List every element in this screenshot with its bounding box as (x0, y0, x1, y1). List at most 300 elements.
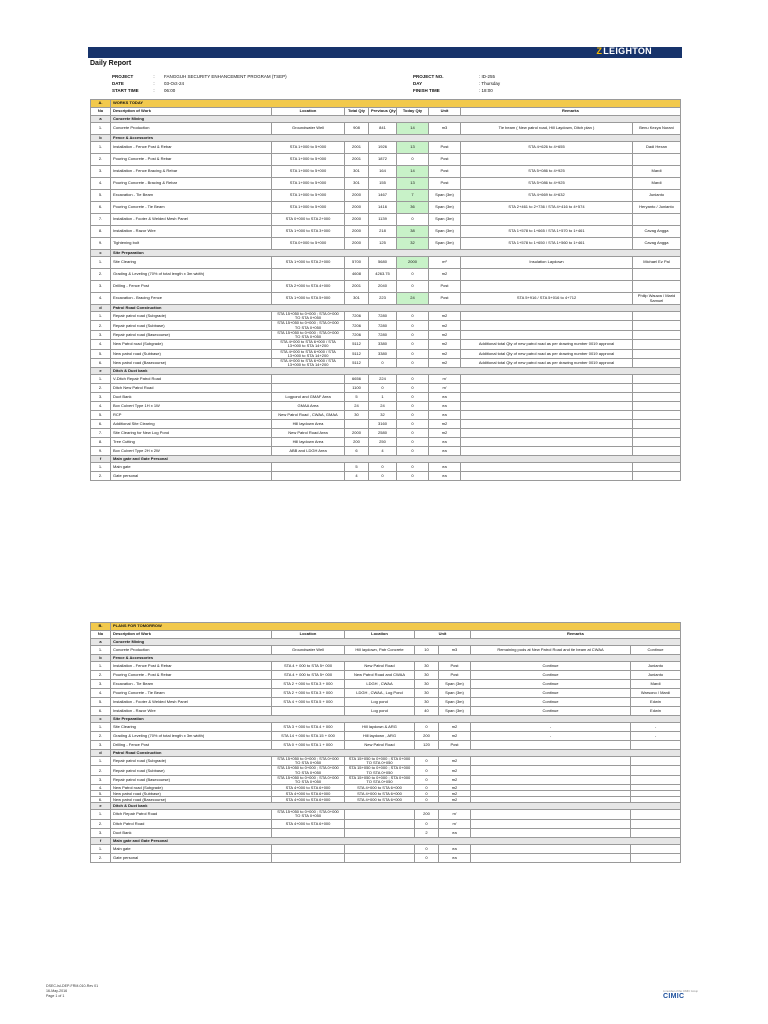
row-description: Drilling - Fence Post (111, 741, 272, 750)
row-previous-qty: 1 (369, 393, 397, 402)
table-row (91, 340, 681, 349)
row-today-qty: 24 (397, 293, 429, 305)
table-row (91, 766, 681, 775)
row-location: ABB and LDGH Area (272, 447, 345, 456)
row-previous-qty: 0 (369, 463, 397, 472)
row-number: 6. (91, 707, 111, 716)
row-person (633, 154, 681, 166)
row-unit: ea (429, 393, 461, 402)
row-remarks (461, 154, 633, 166)
row-remarks (471, 766, 631, 775)
row-previous-qty: 164 (369, 166, 397, 178)
row-previous-qty: 0 (369, 359, 397, 368)
row-description: Drilling - Fence Post (111, 281, 272, 293)
col-unit: Unit (415, 631, 471, 639)
row-number: 9. (91, 447, 111, 456)
table-row (91, 349, 681, 358)
section-title: WORKS TODAY (111, 100, 681, 108)
category-row (91, 750, 681, 757)
row-today-qty: 13 (397, 142, 429, 154)
row-qty: 30 (415, 698, 439, 707)
row-remarks: - (471, 723, 631, 732)
row-qty: 200 (415, 732, 439, 741)
row-unit: Span (3m) (429, 226, 461, 238)
row-today-qty: 0 (397, 340, 429, 349)
row-person: Michael Ez Pal (633, 257, 681, 269)
row-unit: m2 (429, 429, 461, 438)
leighton-logo: ZLEIGHTON (596, 46, 652, 56)
row-unit: m2 (439, 732, 471, 741)
row-total-qty: 5112 (345, 359, 369, 368)
row-description: Tightening bolt (111, 238, 272, 250)
table-row (91, 741, 681, 750)
row-location (272, 463, 345, 472)
row-location: Hill laydown Area (272, 420, 345, 429)
row-person (633, 269, 681, 281)
row-description: Box Culvert Type 1H x 1W (111, 402, 272, 411)
row-qty: 0 (415, 766, 439, 775)
row-remarks: Additional total Qty of new patrol road as per drawing number 0019 approval (461, 340, 633, 349)
row-person (633, 214, 681, 226)
row-remarks (461, 463, 633, 472)
row-location: Hill laydown Area (272, 438, 345, 447)
table-row (91, 680, 681, 689)
table-row (91, 269, 681, 281)
header-left: PROJECT : FANGGUH SECURITY ENHANCEMENT PROGRAM (TSEP) DATE : 03-Oct-24 START TIME : 06:00 (112, 74, 287, 93)
row-unit: Post (429, 142, 461, 154)
row-number: 3. (91, 330, 111, 339)
row-unit: m3 (439, 646, 471, 655)
row-person: Junianto (631, 662, 681, 671)
row-location: STA 1+000 to STA 2+000 (272, 257, 345, 269)
row-unit: ea (439, 853, 471, 862)
row-description: Excavation - Tie Beam (111, 190, 272, 202)
row-person: Mardi (633, 166, 681, 178)
row-number: 2. (91, 766, 111, 775)
row-description: Grading & Leveling (70% of total length x 3m width) (111, 732, 272, 741)
row-number: 4. (91, 178, 111, 190)
row-unit: m' (429, 375, 461, 384)
row-location: STA 1+000 to STA 3+000 (272, 226, 345, 238)
row-description: Main gate (111, 844, 272, 853)
row-qty: 200 (415, 810, 439, 819)
row-qty: 30 (415, 671, 439, 680)
row-location: STA 15+050 to 0+000 ; STA 0+000 TO STA 0+050 (272, 775, 345, 784)
row-person (633, 402, 681, 411)
row-person: Dadi Hexan (633, 142, 681, 154)
row-location: STA 15+050 to 0+000 ; STA 0+000 TO STA 0+050 (272, 757, 345, 766)
row-remarks: STA 4+669 to 4+632 (461, 190, 633, 202)
row-location-2: New Patrol Road (345, 662, 415, 671)
table-row (91, 312, 681, 321)
row-number: 6. (91, 420, 111, 429)
category-name: Concrete Mixing (111, 116, 681, 123)
row-today-qty: 0 (397, 393, 429, 402)
category-row (91, 837, 681, 844)
row-today-qty: 0 (397, 402, 429, 411)
row-description: New patrol road (Basecourse) (111, 359, 272, 368)
row-number: 6. (91, 359, 111, 368)
row-remarks (471, 810, 631, 819)
row-person: Cavag Angga (633, 238, 681, 250)
category-letter: f (91, 837, 111, 844)
row-location (272, 707, 345, 716)
row-previous-qty: 0 (369, 472, 397, 481)
row-previous-qty: 1872 (369, 154, 397, 166)
row-location-2: New Patrol Road (345, 741, 415, 750)
row-description: Installation - Footer & Welded Mesh Panel (111, 698, 272, 707)
section-header (91, 623, 681, 631)
row-location-2: Hill laydown & ARG (345, 723, 415, 732)
row-location-2: Hill laydown , ARG (345, 732, 415, 741)
col-location-2: Location (345, 631, 415, 639)
row-description: Gate personal (111, 853, 272, 862)
category-letter: b (91, 135, 111, 142)
row-unit: m2 (429, 340, 461, 349)
category-row (91, 803, 681, 810)
col-remarks: Remarks (461, 108, 681, 116)
category-row (91, 305, 681, 312)
row-person: Mardi (631, 680, 681, 689)
row-previous-qty: 24 (369, 402, 397, 411)
row-unit: Post (429, 166, 461, 178)
category-name: Main gate and Gate Personal (111, 456, 681, 463)
row-person: Mardi (633, 178, 681, 190)
row-previous-qty: 4263.75 (369, 269, 397, 281)
row-description: New patrol road (Subbase) (111, 791, 272, 797)
row-person (631, 810, 681, 819)
row-location: STA 4+000 to STA 6+000 (272, 797, 345, 803)
row-description: Site Clearing (111, 257, 272, 269)
table-row (91, 828, 681, 837)
row-description: Repair patrol road (Subbase) (111, 766, 272, 775)
table-row (91, 420, 681, 429)
row-location: STA 3 + 000 to STA 4 + 000 (272, 723, 345, 732)
row-today-qty: 0 (397, 349, 429, 358)
row-unit: m' (439, 819, 471, 828)
row-remarks (471, 775, 631, 784)
table-row (91, 438, 681, 447)
row-unit: m2 (439, 766, 471, 775)
table-row (91, 662, 681, 671)
row-remarks (461, 330, 633, 339)
row-location: STA 14 + 000 to STA 15 + 000 (272, 732, 345, 741)
row-remarks: STA 5+916 / STA 5+016 to 4+712 (461, 293, 633, 305)
row-qty: 30 (415, 689, 439, 698)
category-row (91, 655, 681, 662)
row-unit: Span (3m) (429, 214, 461, 226)
row-qty: 30 (415, 662, 439, 671)
row-today-qty: 0 (397, 321, 429, 330)
row-unit: Span (3m) (439, 680, 471, 689)
table-row (91, 202, 681, 214)
row-location-2: STA 4+000 to STA 6+000 (345, 785, 415, 791)
row-remarks: - (471, 732, 631, 741)
row-person (633, 463, 681, 472)
row-total-qty: 5112 (345, 349, 369, 358)
row-remarks: Additional total Qty of new patrol road as per drawing number 0019 approval (461, 359, 633, 368)
row-person (633, 281, 681, 293)
row-location: STA 2 + 000 to STA 3 + 000 (272, 689, 345, 698)
row-location-2 (345, 819, 415, 828)
category-name: Patrol Road Construction (111, 305, 681, 312)
section-title: PLANS FOR TOMORROW (111, 623, 681, 631)
row-remarks (461, 269, 633, 281)
table-row (91, 190, 681, 202)
category-name: Site Preparation (111, 250, 681, 257)
row-description: Excavation - Bracing Fence (111, 293, 272, 305)
category-row (91, 135, 681, 142)
page-title: Daily Report (90, 60, 132, 67)
row-location (272, 844, 345, 853)
row-location: STA 15+050 to 0+000 ; STA 0+000 TO STA 0+050 (272, 330, 345, 339)
row-location: STA 4 + 000 to STA 5+ 000 (272, 671, 345, 680)
row-unit: m2 (439, 797, 471, 803)
col-description: Description of Work (111, 108, 272, 116)
row-remarks (471, 757, 631, 766)
row-location-2: LDGH , CWAA , Log Pond (345, 689, 415, 698)
works-today-table (90, 99, 681, 481)
row-person (631, 757, 681, 766)
row-unit: m2 (429, 330, 461, 339)
row-today-qty: 0 (397, 420, 429, 429)
row-location: STA 15+050 to 0+000 ; STA 0+000 TO STA 0+050 (272, 321, 345, 330)
row-location-2: Log pond (345, 698, 415, 707)
row-today-qty: 32 (397, 238, 429, 250)
row-unit: ea (429, 438, 461, 447)
row-unit: ea (429, 402, 461, 411)
row-remarks (461, 321, 633, 330)
row-location: STA 4+000 to STA 6+000 / STA 13+000 to STA 14+200 (272, 340, 345, 349)
plans-tomorrow-table (90, 622, 681, 863)
row-number: 3. (91, 828, 111, 837)
row-unit: m2 (439, 757, 471, 766)
table-row (91, 123, 681, 135)
row-location (272, 269, 345, 281)
row-location (272, 472, 345, 481)
row-today-qty: 0 (397, 154, 429, 166)
row-today-qty: 36 (397, 202, 429, 214)
row-remarks (461, 438, 633, 447)
row-number: 1. (91, 810, 111, 819)
row-total-qty: 301 (345, 293, 369, 305)
row-person: Junianto (631, 671, 681, 680)
row-location: Groundwater Well (272, 123, 345, 135)
row-previous-qty: 224 (369, 375, 397, 384)
row-qty: 0 (415, 853, 439, 862)
row-total-qty: 4608 (345, 269, 369, 281)
row-previous-qty: 2580 (369, 429, 397, 438)
row-location: New Patrol Road Area (272, 429, 345, 438)
row-person (633, 330, 681, 339)
category-letter: e (91, 368, 111, 375)
row-number: 1. (91, 757, 111, 766)
row-previous-qty: 155 (369, 178, 397, 190)
row-number: 2. (91, 853, 111, 862)
category-letter: d (91, 305, 111, 312)
table-row (91, 472, 681, 481)
row-unit: Post (429, 281, 461, 293)
row-number: 2. (91, 732, 111, 741)
row-total-qty: 6 (345, 447, 369, 456)
row-description: Pouring Concrete - Tie Beam (111, 689, 272, 698)
row-description: Repair patrol road (Subgrade) (111, 312, 272, 321)
table-row (91, 281, 681, 293)
row-total-qty: 5112 (345, 340, 369, 349)
row-person (631, 819, 681, 828)
row-person (631, 775, 681, 784)
row-remarks: Remaining pods at New Patrol Road and tie beam at CWAA (471, 646, 631, 655)
row-number: 1. (91, 257, 111, 269)
row-location-2: STA 15+050 to 0+000 ; STA 0+000 TO STA 0+050 (345, 766, 415, 775)
row-total-qty: 2000 (345, 190, 369, 202)
row-unit: ea (429, 411, 461, 420)
row-total-qty: 2001 (345, 142, 369, 154)
row-location: STA 1+000 to 5+000 (272, 142, 345, 154)
row-number: 8. (91, 226, 111, 238)
row-previous-qty: 1416 (369, 202, 397, 214)
footer-doc-info: DSEC-Isl-DEP-FRM-010-Rev 01 16-May-2016 Page 1 of 1 (46, 984, 99, 998)
row-qty: 0 (415, 844, 439, 853)
row-unit: m2 (429, 269, 461, 281)
row-number: 2. (91, 321, 111, 330)
row-location: STA 4 + 000 to STA 5+ 000 (272, 662, 345, 671)
row-remarks (461, 420, 633, 429)
row-description: Ditch Repair Patrol Road (111, 810, 272, 819)
row-number: 9. (91, 238, 111, 250)
row-location: STA 2 + 000 to STA 3 + 000 (272, 680, 345, 689)
row-number: 1. (91, 142, 111, 154)
row-remarks: STA 2+461 to 2+736 / STA 4+416 to 4+574 (461, 202, 633, 214)
table-row (91, 463, 681, 472)
row-total-qty: 908 (345, 123, 369, 135)
row-person: Heryanto / Junianto (633, 202, 681, 214)
row-remarks: Continue (471, 698, 631, 707)
row-today-qty: 0 (397, 411, 429, 420)
row-today-qty: 0 (397, 330, 429, 339)
col-no: No (91, 108, 111, 116)
table-row (91, 723, 681, 732)
category-name: Patrol Road Construction (111, 750, 681, 757)
table-row (91, 447, 681, 456)
row-remarks (461, 393, 633, 402)
category-name: Ditch & Duct bank (111, 803, 681, 810)
row-total-qty: 2000 (345, 214, 369, 226)
row-description: Pouring Concrete - Tie Beam (111, 202, 272, 214)
row-person: Edwin (631, 698, 681, 707)
row-unit: Span (3m) (439, 698, 471, 707)
row-unit: Post (439, 662, 471, 671)
col-unit: Unit (429, 108, 461, 116)
row-location: STA 4+000 to STA 6+000 (272, 819, 345, 828)
row-number: 3. (91, 680, 111, 689)
row-remarks: STA 5+086 to 4+925 (461, 166, 633, 178)
row-total-qty: 5 (345, 463, 369, 472)
row-remarks (461, 429, 633, 438)
row-person: - (631, 723, 681, 732)
row-total-qty: 7206 (345, 330, 369, 339)
row-number: 5. (91, 411, 111, 420)
col-no: No (91, 631, 111, 639)
row-location: STA 1+000 to 5+000 (272, 190, 345, 202)
row-unit: ea (429, 447, 461, 456)
row-location-2: STA 15+050 to 0+000 ; STA 0+000 TO STA 0+050 (345, 757, 415, 766)
category-name: Fence & Accessories (111, 655, 681, 662)
row-person (631, 766, 681, 775)
row-total-qty (345, 420, 369, 429)
row-previous-qty: 0 (369, 384, 397, 393)
row-qty: 0 (415, 775, 439, 784)
row-location: STA 4+000 to STA 6+000 (272, 785, 345, 791)
row-description: Additional Site Clearing (111, 420, 272, 429)
row-description: New Patrol road (Subgrade) (111, 340, 272, 349)
row-description: Duct Bank (111, 828, 272, 837)
row-number: 5. (91, 698, 111, 707)
row-qty: 0 (415, 797, 439, 803)
table-row (91, 698, 681, 707)
row-unit: Post (439, 741, 471, 750)
row-today-qty: 0 (397, 447, 429, 456)
category-letter: a (91, 639, 111, 646)
row-number: 4. (91, 689, 111, 698)
row-unit: Post (439, 671, 471, 680)
row-description: Gate personal (111, 472, 272, 481)
row-location: STA 0+000 to STA 2+000 (272, 214, 345, 226)
row-description: New Patrol road (Subgrade) (111, 785, 272, 791)
row-description: Box Culvert Type 2H x 2W (111, 447, 272, 456)
row-location: STA 0 + 000 to STA 1 + 000 (272, 741, 345, 750)
row-location-2: LDGH , CWAA (345, 680, 415, 689)
row-number: 3. (91, 741, 111, 750)
row-previous-qty: 3380 (369, 349, 397, 358)
row-description: Installation - Fence Bracing & Rebar (111, 166, 272, 178)
row-person (633, 384, 681, 393)
row-remarks: Continue (471, 680, 631, 689)
row-unit: Span (3m) (429, 238, 461, 250)
row-total-qty: 2000 (345, 226, 369, 238)
row-person (633, 349, 681, 358)
row-previous-qty: 7280 (369, 330, 397, 339)
row-description: V-Ditch Repair Patrol Road (111, 375, 272, 384)
row-number: 6. (91, 202, 111, 214)
row-location: STA 1+000 to STA 5+000 (272, 293, 345, 305)
row-remarks (471, 844, 631, 853)
row-remarks (461, 312, 633, 321)
row-remarks (471, 828, 631, 837)
row-person (633, 429, 681, 438)
row-previous-qty: 32 (369, 411, 397, 420)
row-remarks (471, 853, 631, 862)
row-remarks: Continue (471, 707, 631, 716)
table-row (91, 214, 681, 226)
row-remarks (471, 819, 631, 828)
row-number: 1. (91, 662, 111, 671)
row-unit: m2 (439, 723, 471, 732)
table-row (91, 775, 681, 784)
row-number: 1. (91, 723, 111, 732)
row-location-2: STA 4+000 to STA 6+000 (345, 797, 415, 803)
row-person (631, 741, 681, 750)
col-location: Location (272, 631, 345, 639)
category-row (91, 250, 681, 257)
table-row (91, 853, 681, 862)
row-person (633, 472, 681, 481)
row-location: New Patrol Road , CWAA, GMAA (272, 411, 345, 420)
col-remarks: Remarks (471, 631, 681, 639)
row-description: Repair patrol road (Subbase) (111, 321, 272, 330)
row-unit: m2 (439, 785, 471, 791)
row-location-2 (345, 853, 415, 862)
